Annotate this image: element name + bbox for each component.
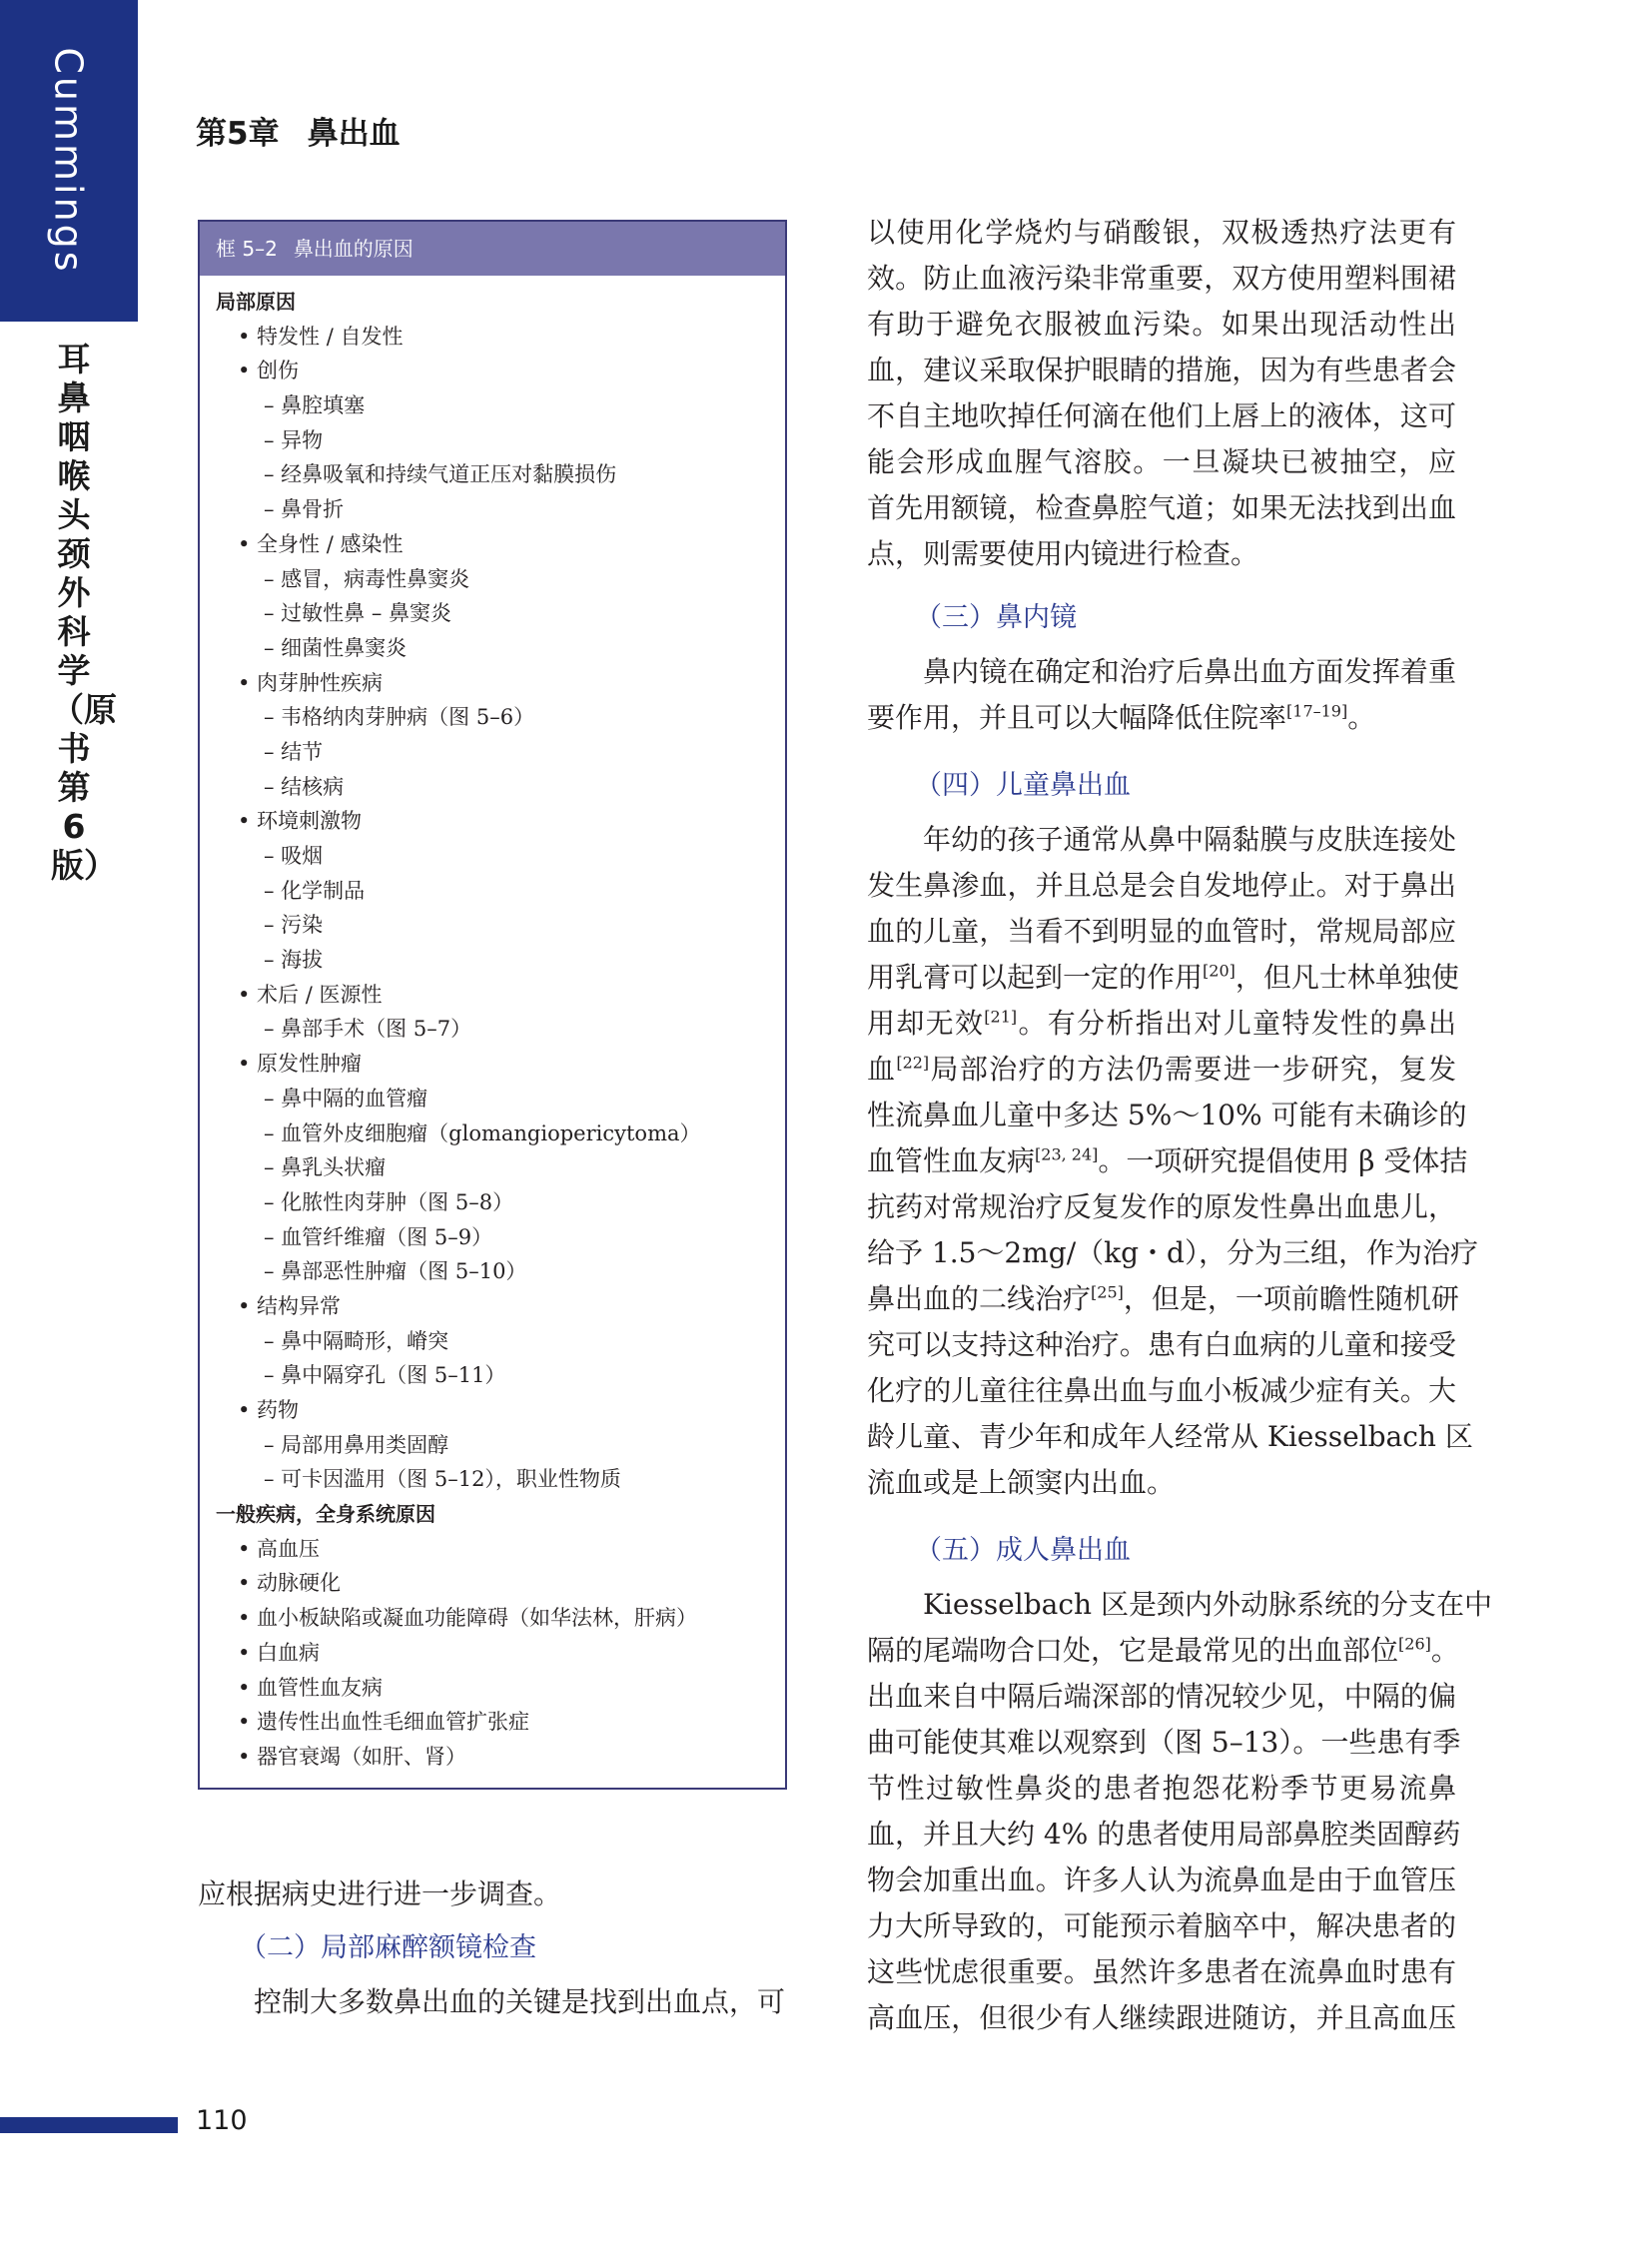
paragraph-line: 血[22]局部治疗的方法仍需要进一步研究，复发 bbox=[867, 1053, 1456, 1086]
right-continuation bbox=[867, 210, 1456, 577]
paragraph-line: 力大所导致的，可能预示着脑卒中，解决患者的 bbox=[867, 1909, 1456, 1942]
section5-body bbox=[867, 1582, 1492, 2041]
box-sub-item: – 血管外皮细胞瘤（glomangiopericytoma） bbox=[264, 1120, 701, 1145]
paragraph-line: 应根据病史进行进一步调查。 bbox=[198, 1877, 562, 1910]
brand-logo bbox=[0, 0, 138, 322]
box-sub-item: – 可卡因滥用（图 5–12），职业性物质 bbox=[264, 1467, 621, 1492]
box-sub-item: – 鼻中隔穿孔（图 5–11） bbox=[264, 1363, 506, 1388]
paragraph-line: 用却无效[21]。有分析指出对儿童特发性的鼻出 bbox=[867, 1007, 1456, 1040]
paragraph-line: 血的儿童，当看不到明显的血管时，常规局部应 bbox=[867, 915, 1456, 948]
box-bullet-item: • 全身性 / 感染性 bbox=[238, 531, 404, 556]
paragraph-line: 物会加重出血。许多人认为流鼻血是由于血管压 bbox=[867, 1864, 1456, 1896]
box-bullet-item: • 器官衰竭（如肝、肾） bbox=[238, 1744, 467, 1769]
box-bullet-item: • 结构异常 bbox=[238, 1293, 342, 1318]
box-bullet-item: • 血小板缺陷或凝血功能障碍（如华法林，肝病） bbox=[238, 1606, 698, 1631]
paragraph-line: 用乳膏可以起到一定的作用[20]，但凡士林单独使 bbox=[867, 961, 1459, 994]
box-sub-item: – 局部用鼻用类固醇 bbox=[264, 1432, 449, 1457]
box-sub-item: – 经鼻吸氧和持续气道正压对黏膜损伤 bbox=[264, 462, 617, 487]
section-heading-adults: （五）成人鼻出血 bbox=[915, 1535, 1131, 1566]
chapter-header bbox=[196, 108, 401, 153]
paragraph-line: 给予 1.5～2mg/（kg・d），分为三组，作为治疗 bbox=[867, 1236, 1478, 1269]
section-heading-endoscopy: （三）鼻内镜 bbox=[915, 602, 1077, 633]
paragraph-line: 隔的尾端吻合口处，它是最常见的出血部位[26]。 bbox=[867, 1634, 1459, 1667]
box-bullet-item: • 白血病 bbox=[238, 1640, 321, 1665]
box-sub-item: – 异物 bbox=[264, 427, 324, 452]
section4-body bbox=[867, 817, 1478, 1506]
box-sub-item: – 韦格纳肉芽肿病（图 5–6） bbox=[264, 705, 535, 730]
paragraph-line: 控制大多数鼻出血的关键是找到出血点，可 bbox=[254, 1985, 786, 2018]
box-bullet-item: • 环境刺激物 bbox=[238, 809, 363, 834]
paragraph-line: 化疗的儿童往往鼻出血与血小板减少症有关。大 bbox=[867, 1374, 1456, 1407]
paragraph-line: 能会形成血腥气溶胶。一旦凝块已被抽空，应 bbox=[867, 445, 1456, 478]
box-sub-item: – 感冒，病毒性鼻窦炎 bbox=[264, 566, 470, 591]
box-category: 局部原因 bbox=[216, 290, 296, 314]
citation: [23, 24] bbox=[1035, 1144, 1099, 1164]
box-sub-item: – 鼻部恶性肿瘤（图 5–10） bbox=[264, 1259, 527, 1284]
box-sub-item: – 吸烟 bbox=[264, 844, 324, 868]
paragraph-line: 血，并且大约 4% 的患者使用局部鼻腔类固醇药 bbox=[867, 1818, 1461, 1851]
box-bullet-item: • 动脉硬化 bbox=[238, 1571, 342, 1596]
box-sub-item: – 鼻乳头状瘤 bbox=[264, 1155, 387, 1180]
box-sub-item: – 鼻中隔的血管瘤 bbox=[264, 1086, 428, 1111]
paragraph-line: 出血来自中隔后端深部的情况较少见，中隔的偏 bbox=[867, 1680, 1456, 1713]
box-bullet-item: • 术后 / 医源性 bbox=[238, 982, 383, 1007]
citation: [17–19] bbox=[1286, 701, 1348, 721]
citation: [26] bbox=[1398, 1634, 1431, 1654]
paragraph-line: 节性过敏性鼻炎的患者抱怨花粉季节更易流鼻 bbox=[867, 1772, 1456, 1805]
box-sub-item: – 污染 bbox=[264, 913, 324, 938]
box-bullet-item: • 血管性血友病 bbox=[238, 1675, 384, 1700]
box-sub-item: – 结核病 bbox=[264, 774, 345, 799]
box-header bbox=[200, 222, 785, 276]
box-title: 鼻出血的原因 bbox=[293, 237, 413, 261]
paragraph-line: 鼻内镜在确定和治疗后鼻出血方面发挥着重 bbox=[923, 655, 1456, 688]
box-sub-item: – 鼻中隔畸形，嵴突 bbox=[264, 1328, 449, 1353]
citation: [25] bbox=[1091, 1282, 1124, 1302]
box-sub-item: – 鼻腔填塞 bbox=[264, 393, 366, 418]
box-sub-item: – 血管纤维瘤（图 5–9） bbox=[264, 1224, 493, 1249]
chapter-number: 第5章 bbox=[196, 116, 280, 152]
paragraph-line: 曲可能使其难以观察到（图 5–13）。一些患有季 bbox=[867, 1726, 1461, 1759]
brand-text: Cummings bbox=[47, 47, 91, 275]
citation: [21] bbox=[984, 1007, 1018, 1027]
paragraph-line: 究可以支持这种治疗。患有白血病的儿童和接受 bbox=[867, 1328, 1456, 1361]
box-category: 一般疾病，全身系统原因 bbox=[216, 1502, 435, 1527]
paragraph-line: 发生鼻渗血，并且总是会自发地停止。对于鼻出 bbox=[867, 869, 1456, 902]
box-sub-item: – 化学制品 bbox=[264, 878, 366, 903]
box-sub-item: – 海拔 bbox=[264, 948, 324, 973]
paragraph-line: 血管性血友病[23, 24]。一项研究提倡使用 β 受体拮 bbox=[867, 1144, 1468, 1177]
box-bullet-item: • 遗传性出血性毛细血管扩张症 bbox=[238, 1710, 530, 1735]
paragraph-line: 要作用，并且可以大幅降低住院率[17–19]。 bbox=[867, 701, 1376, 734]
paragraph-line: 血，建议采取保护眼睛的措施，因为有些患者会 bbox=[867, 354, 1456, 386]
paragraph-line: 这些忧虑很重要。虽然许多患者在流鼻血时患有 bbox=[867, 1955, 1456, 1988]
box-bullet-item: • 药物 bbox=[238, 1398, 300, 1422]
paragraph-line: 年幼的孩子通常从鼻中隔黏膜与皮肤连接处 bbox=[923, 823, 1456, 856]
box-sub-item: – 过敏性鼻 – 鼻窦炎 bbox=[264, 601, 452, 626]
paragraph-line: 效。防止血液污染非常重要，双方使用塑料围裙 bbox=[867, 262, 1456, 295]
section-heading-children: （四）儿童鼻出血 bbox=[915, 770, 1131, 801]
box-sub-item: – 鼻骨折 bbox=[264, 497, 345, 522]
box-sub-item: – 鼻部手术（图 5–7） bbox=[264, 1017, 472, 1042]
box-list bbox=[200, 276, 785, 1775]
paragraph-line: 龄儿童、青少年和成年人经常从 Kiesselbach 区 bbox=[867, 1420, 1473, 1453]
box-sub-item: – 结节 bbox=[264, 739, 324, 764]
causes-box bbox=[198, 220, 787, 1790]
box-bullet-item: • 原发性肿瘤 bbox=[238, 1052, 363, 1077]
chapter-title: 鼻出血 bbox=[307, 116, 401, 152]
paragraph-line: 高血压，但很少有人继续跟进随访，并且高血压 bbox=[867, 2001, 1456, 2034]
citation: [22] bbox=[896, 1053, 930, 1073]
paragraph-line: 点，则需要使用内镜进行检查。 bbox=[867, 537, 1259, 570]
box-bullet-item: • 特发性 / 自发性 bbox=[238, 324, 404, 349]
box-bullet-item: • 创伤 bbox=[238, 359, 300, 383]
box-bullet-item: • 高血压 bbox=[238, 1536, 321, 1561]
box-bullet-item: • 肉芽肿性疾病 bbox=[238, 670, 384, 695]
footer-bar bbox=[0, 2117, 178, 2133]
paragraph-line: 性流鼻血儿童中多达 5%～10% 可能有未确诊的 bbox=[867, 1099, 1467, 1131]
left-section2-body bbox=[198, 1979, 787, 2025]
paragraph-line: 抗药对常规治疗反复发作的原发性鼻出血患儿， bbox=[867, 1190, 1456, 1223]
citation: [20] bbox=[1203, 961, 1236, 981]
paragraph-line: 不自主地吹掉任何滴在他们上唇上的液体，这可 bbox=[867, 399, 1456, 432]
left-continuation bbox=[198, 1871, 787, 1917]
box-label: 框 5–2 bbox=[216, 237, 278, 261]
section3-body bbox=[867, 649, 1456, 741]
page-number: 110 bbox=[196, 2105, 248, 2136]
paragraph-line: 有助于避免衣服被血污染。如果出现活动性出 bbox=[867, 308, 1456, 341]
paragraph-line: 鼻出血的二线治疗[25]，但是，一项前瞻性随机研 bbox=[867, 1282, 1459, 1315]
paragraph-line: 以使用化学烧灼与硝酸银，双极透热疗法更有 bbox=[867, 216, 1456, 249]
paragraph-line: 流血或是上颌窦内出血。 bbox=[867, 1466, 1176, 1499]
section-heading-local-anesthesia: （二）局部麻醉额镜检查 bbox=[240, 1932, 536, 1963]
book-title: 耳鼻咽喉头颈外科学（原书第6版） bbox=[51, 340, 117, 885]
paragraph-line: 首先用额镜，检查鼻腔气道；如果无法找到出血 bbox=[867, 491, 1456, 524]
box-sub-item: – 化脓性肉芽肿（图 5–8） bbox=[264, 1189, 514, 1214]
paragraph-line: Kiesselbach 区是颈内外动脉系统的分支在中 bbox=[923, 1588, 1492, 1621]
box-sub-item: – 细菌性鼻窦炎 bbox=[264, 635, 408, 660]
